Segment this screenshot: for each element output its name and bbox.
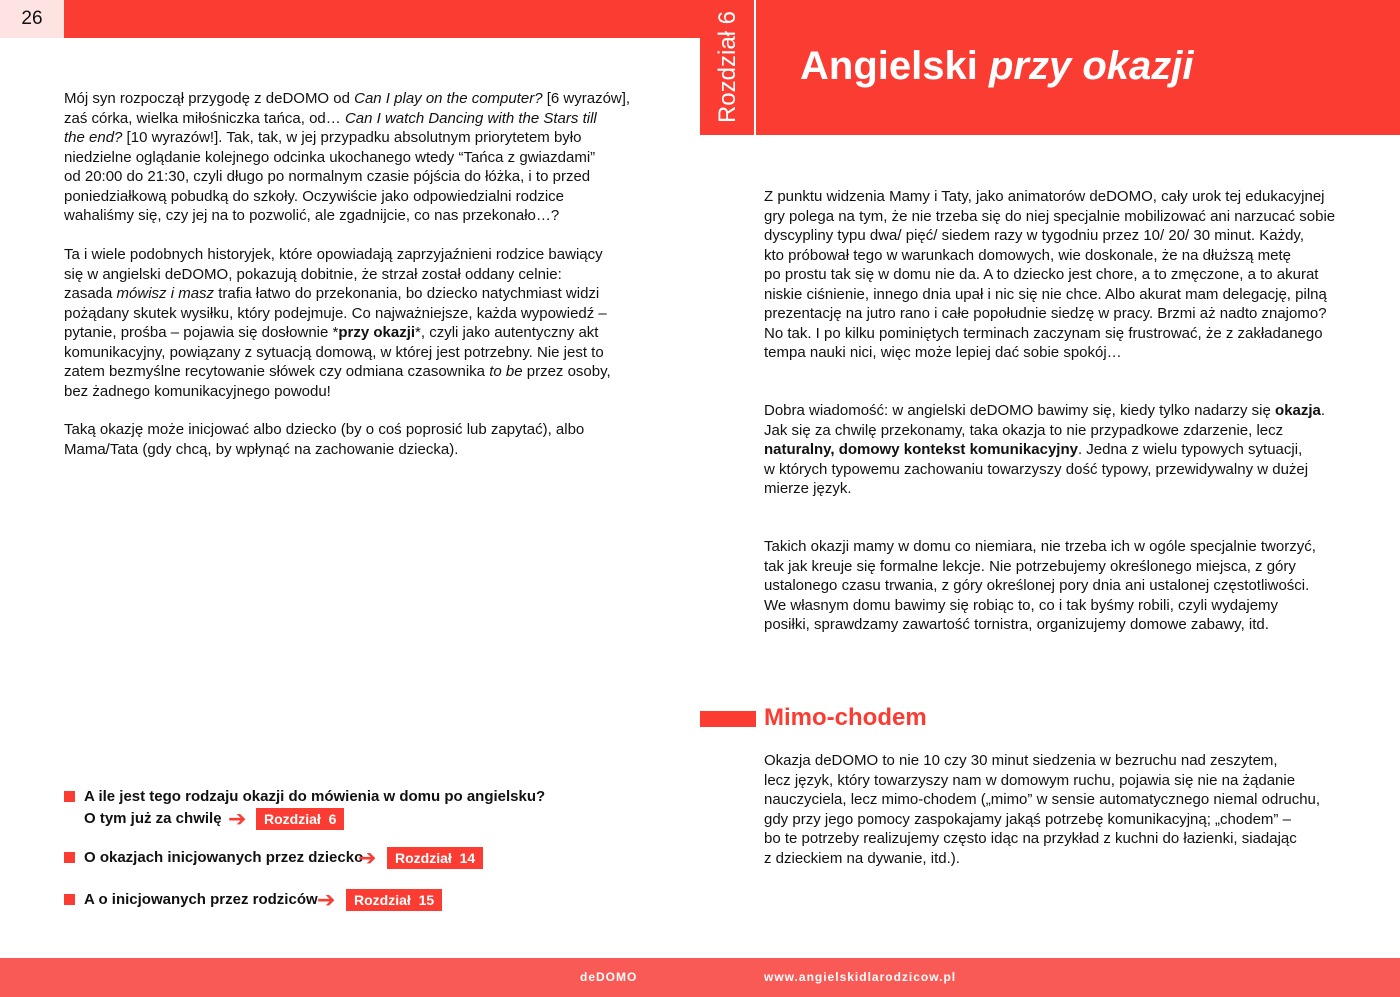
text-run: Can I watch Dancing with the Stars till (344, 109, 597, 127)
right-paragraph-1 (764, 187, 1344, 363)
chapter-link-15[interactable] (346, 889, 442, 911)
right-paragraph-2 (764, 401, 1344, 499)
text-run: Dobra wiadomość: w angielski deDOMO bawimy się, kiedy tylko nadarzy się (764, 402, 1276, 419)
text-run: Ta i wiele podobnych historyjek, które opowiadają zaprzyjaźnieni rodzice bawiący (64, 246, 603, 263)
text-run: Z punktu widzenia Mamy i Taty, jako animatorów deDOMO, cały urok tej edukacyjnej (764, 188, 1325, 205)
text-run: No tak. I po kilku pominiętych terminach zaczynam się frustrować, że z zakładanego (764, 324, 1323, 342)
text-run: zasada (64, 285, 117, 302)
chapter-link-14[interactable] (387, 847, 483, 869)
right-paragraph-4 (764, 751, 1344, 868)
text-run: . (1320, 402, 1326, 419)
footer-url[interactable]: www.angielskidlarodzicow.pl (764, 970, 957, 984)
text-run: od 20:00 do 21:30, czyli długo po normalnym czasie pójścia do łóżka, i to przed (64, 168, 591, 185)
bullet-item-1 (64, 786, 664, 830)
arrow-right-icon: ➔ (317, 887, 336, 912)
text-run: lecz język, który towarzyszy nam w domowym ruchu, pojawia się nie na żądanie (764, 771, 1296, 789)
page-number: 26 (0, 0, 64, 38)
text-run: We własnym domu bawimy się robiąc to, co i tak byśmy robili, czyli wydajemy (764, 596, 1279, 614)
bullet-text-line2: O tym już za chwilę (84, 810, 222, 827)
left-paragraph-3 (64, 420, 644, 459)
text-run: pytanie, prośba – pojawia się dosłownie * (64, 324, 339, 341)
footer-brand: deDOMO (580, 970, 638, 984)
bullet-item-2 (64, 847, 363, 869)
chapter-tab-label: Rozdział 6 (714, 10, 741, 124)
text-run: mierze język. (764, 480, 852, 497)
left-paragraph-2 (64, 245, 644, 401)
text-run: przez osoby, (522, 363, 611, 380)
text-run: poniedziałkową pobudką do szkoły. Oczywiście jako odpowiedzialni rodzice (64, 187, 564, 205)
text-run: komunikacyjny, powiązany z sytuacją domową, w której jest potrzebny. Nie jest to (64, 343, 604, 361)
title-italic: przy okazji (988, 44, 1194, 88)
tag-num: 14 (459, 850, 476, 866)
text-run: przy okazji (338, 324, 416, 341)
text-run: Mama/Tata (gdy chcą, by wpłynąć na zachowanie dziecka). (64, 440, 459, 458)
bullet-square-icon (64, 894, 75, 905)
text-run: wahaliśmy się, czy jej na to pozwolić, ale zgadnijcie, co nas przekonało…? (64, 207, 560, 224)
arrow-right-icon: ➔ (228, 806, 247, 831)
text-run: bez żadnego komunikacyjnego powodu! (64, 382, 331, 400)
text-run: mówisz i masz (116, 285, 215, 302)
text-run: Jak się za chwilę przekonamy, taka okazja to nie przypadkowe zdarzenie, lecz (764, 421, 1284, 439)
text-run: gry polega na tym, że nie trzeba się do niej specjalnie mobilizować ani narzucać sobie (764, 207, 1336, 225)
text-run: . Jedna z wielu typowych sytuacji, (1077, 441, 1303, 458)
text-run: kto próbował tego w warunkach domowych, wie doskonale, że na dłuższą metę (764, 246, 1291, 264)
text-run: w których typowemu zachowaniu towarzyszy dość typowy, przewidywalny w dużej (764, 460, 1309, 478)
text-run: z dzieckiem na dywanie, itd.). (764, 849, 960, 867)
tag-word: Rozdział (354, 892, 411, 908)
text-run: prezentację na jutro rano i całe popołudnie siedzę w pracy. Brzmi aż nadto znajomo? (764, 305, 1327, 322)
text-run: zatem bezmyślne recytowanie słówek czy odmiana czasownika (64, 363, 490, 380)
text-run: tak jak kreuje się formalne lekcje. Nie potrzebujemy określonego miejsca, z góry (764, 557, 1296, 575)
bullet-square-icon (64, 852, 75, 863)
bullet-text: O okazjach inicjowanych przez dziecko (84, 849, 364, 866)
page-title (800, 44, 1193, 89)
text-run: Okazja deDOMO to nie 10 czy 30 minut siedzenia w bezruchu nad zeszytem, (764, 752, 1278, 769)
text-run: the end? (64, 129, 123, 146)
text-run: [6 wyrazów], (542, 90, 631, 107)
text-run: nauczyciela, lecz mimo-chodem („mimo” w sensie automatycznego niemal odruchu, (764, 791, 1321, 808)
bullet-text: A ile jest tego rodzaju okazji do mówienia w domu po angielsku? (84, 788, 546, 805)
bullet-item-3 (64, 889, 318, 911)
text-run: niedzielne oglądanie kolejnego odcinka ukochanego wtedy “Tańca z gwiazdami” (64, 148, 596, 166)
chapter-link-6[interactable] (256, 808, 344, 830)
tag-word: Rozdział (264, 811, 321, 827)
tag-word: Rozdział (395, 850, 452, 866)
arrow-right-icon: ➔ (358, 845, 377, 870)
section-marker-bar (700, 711, 756, 727)
title-main: Angielski (800, 44, 978, 88)
text-run: dyscypliny typu dwa/ pięć/ siedem razy w tygodniu przez 10/ 20/ 30 minut. Każdy, (764, 227, 1304, 244)
text-run: to be (489, 363, 523, 380)
left-paragraph-1 (64, 89, 644, 226)
text-run: Mój syn rozpoczął przygodę z deDOMO od (64, 90, 355, 107)
footer-bar (0, 958, 1400, 997)
text-run: Taką okazję może inicjować albo dziecko (by o coś poprosić lub zapytać), albo (64, 421, 585, 438)
left-header-bar (0, 0, 700, 38)
text-run: *, czyli jako autentyczny akt (415, 324, 599, 341)
text-run: gdy przy jego pomocy zaspokajamy jakąś potrzebę komunikacyjną; „chodem” – (764, 810, 1291, 828)
tag-num: 6 (328, 811, 337, 827)
bullet-square-icon (64, 791, 75, 802)
tag-num: 15 (418, 892, 435, 908)
text-run: po prostu tak się w domu nie da. A to dziecko jest chore, a to zmęczone, a to akurat (764, 266, 1319, 283)
bullet-text: A o inicjowanych przez rodziców (84, 891, 318, 908)
text-run: naturalny, domowy kontekst komunikacyjny (764, 441, 1078, 458)
text-run: niskie ciśnienie, innego dnia upał i nic się nie chce. Albo akurat mam delegację, pilną (764, 285, 1327, 303)
text-run: tempa nauki nici, więc może lepiej dać sobie spokój… (764, 344, 1122, 361)
text-run: okazja (1275, 402, 1321, 419)
right-paragraph-3 (764, 537, 1344, 635)
text-run: się w angielski deDOMO, pokazują dobitnie, że strzał został oddany celnie: (64, 265, 562, 283)
text-run: posiłki, sprawdzamy zawartość tornistra, organizujemy domowe zabawy, itd. (764, 616, 1269, 633)
text-run: zaś córka, wielka miłośniczka tańca, od… (64, 109, 345, 127)
text-run: trafia łatwo do przekonania, bo dziecko natychmiast widzi (214, 285, 600, 302)
section-title: Mimo-chodem (764, 704, 927, 731)
text-run: ustalonego czasu trwania, z góry określonej pory dnia ani ustalonej częstotliwości. (764, 577, 1310, 594)
text-run: Can I play on the computer? (354, 90, 543, 107)
text-run: [10 wyrazów!]. Tak, tak, w jej przypadku absolutnym priorytetem było (122, 129, 582, 146)
text-run: pożądany skutek wysiłku, który podejmuje. Co najważniejsze, każda wypowiedź – (64, 304, 607, 322)
text-run: bo te potrzeby realizujemy często idąc na przykład z kuchni do łazienki, siadając (764, 830, 1297, 847)
text-run: Takich okazji mamy w domu co niemiara, nie trzeba ich w ogóle specjalnie tworzyć, (764, 538, 1316, 555)
